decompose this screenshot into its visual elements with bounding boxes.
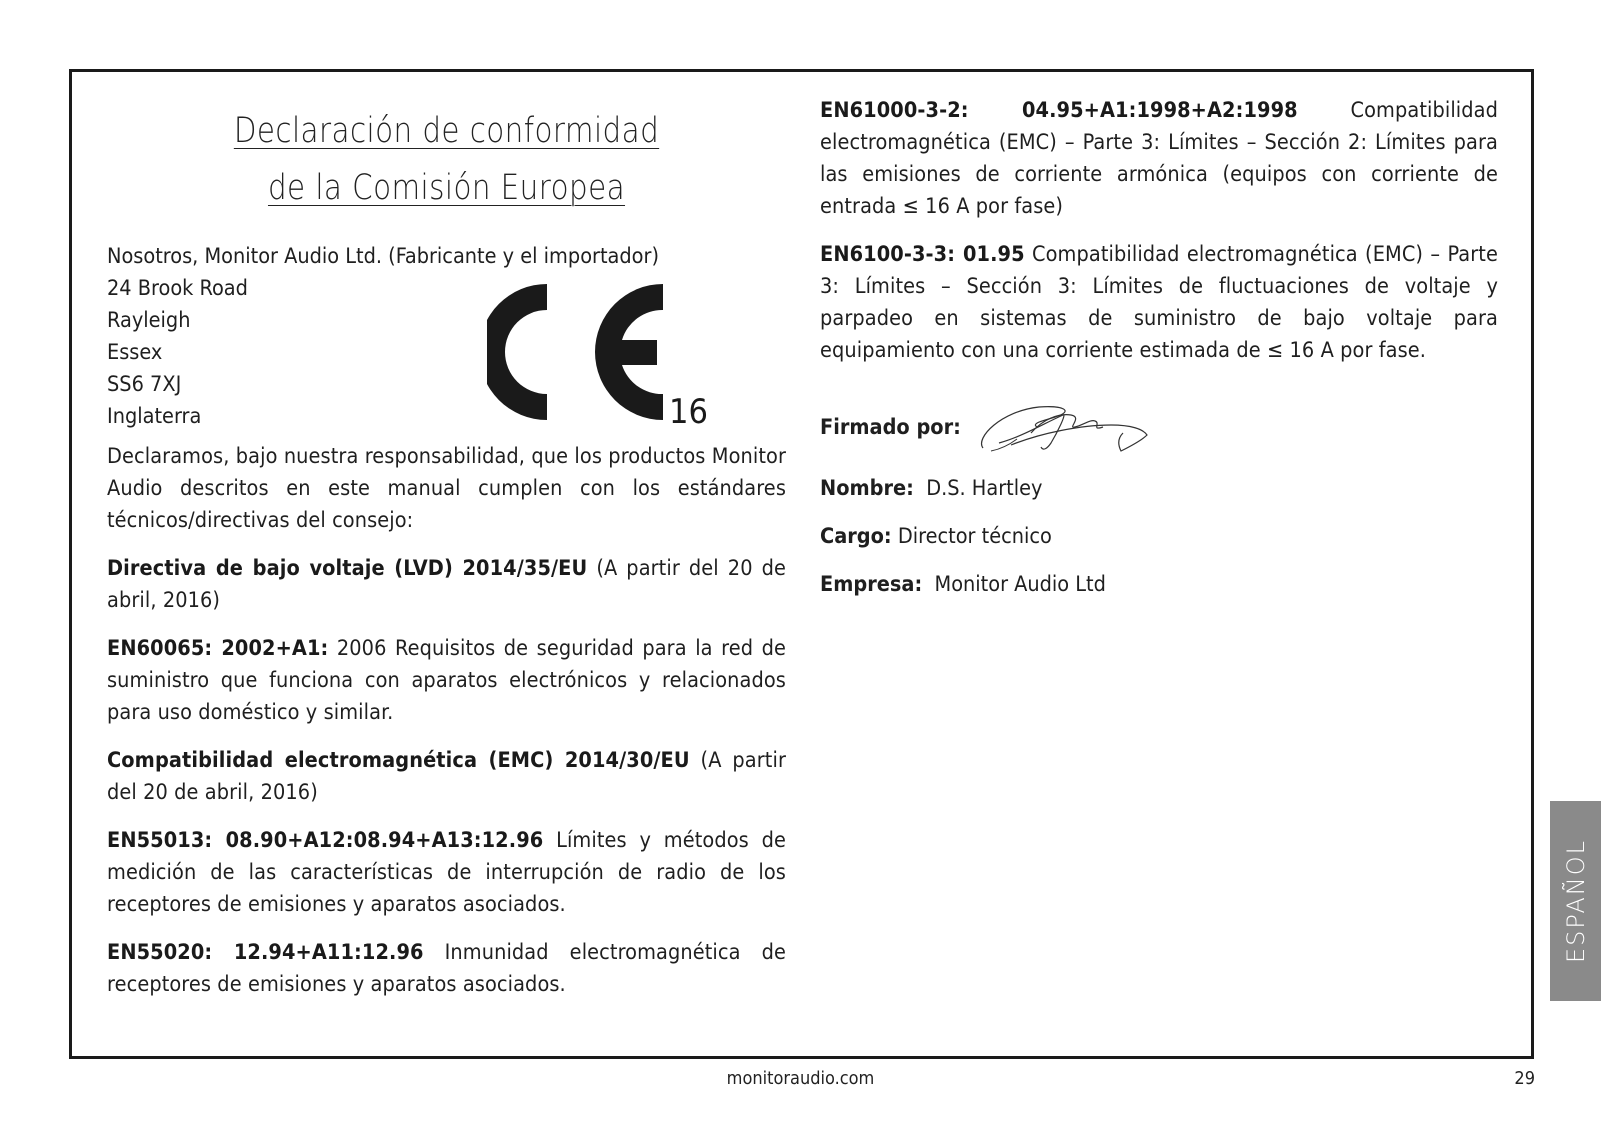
address-line: SS6 7XJ: [107, 372, 182, 397]
address-line: Essex: [107, 340, 163, 365]
standard-en60065: EN60065: 2002+A1: 2006 Requisitos de seguridad para la red de suministro que funciona con aparatos electrónicos y relacionados para uso doméstico y similar.: [107, 636, 787, 725]
standard-emc: Compatibilidad electromagnética (EMC) 2014/30/EU (A partir del 20 de abril, 2016): [107, 748, 786, 805]
signatory-role: Cargo: Director técnico: [820, 524, 1052, 549]
title-line-1: Declaración de conformidad: [233, 111, 660, 151]
standard-en61000-3-2: EN61000-3-2: 04.95+A1:1998+A2:1998 Compatibilidad electromagnética (EMC) – Parte 3: Límites – Sección 2: Límites para las emisiones de corriente armónica (equipos con corriente de entrada ≤ 16 A por fase): [820, 98, 1498, 219]
signed-by-label: Firmado por:: [820, 415, 961, 440]
address-line: Rayleigh: [107, 308, 191, 333]
ce-mark-icon: [487, 281, 747, 431]
manufacturer-address: [107, 241, 786, 441]
standard-en55013: EN55013: 08.90+A12:08.94+A13:12.96 Límites y métodos de medición de las características de interrupción de radio de los receptores de emisiones y aparatos asociados.: [107, 828, 786, 917]
standard-en55020: EN55020: 12.94+A11:12.96 Inmunidad electromagnética de receptores de emisiones y aparatos asociados.: [107, 940, 787, 997]
signature-row: [820, 383, 1498, 473]
right-column: [820, 95, 1498, 617]
declaration-text: Declaramos, bajo nuestra responsabilidad, que los productos Monitor Audio descritos en este manual cumplen con los estándares técnicos/directivas del consejo:: [107, 444, 786, 533]
page-number: 29: [1514, 1068, 1535, 1089]
standard-lvd: Directiva de bajo voltaje (LVD) 2014/35/EU (A partir del 20 de abril, 2016): [107, 556, 786, 613]
address-line: Nosotros, Monitor Audio Ltd. (Fabricante y el importador): [107, 244, 660, 269]
signature-icon: [971, 393, 1151, 463]
language-tab-label: ESPAÑOL: [1561, 839, 1590, 963]
ce-mark-number: 16: [669, 392, 708, 431]
address-line: Inglaterra: [107, 404, 202, 429]
language-tab: [1550, 801, 1601, 1001]
standard-en6100-3-3: EN6100-3-3: 01.95 Compatibilidad electromagnética (EMC) – Parte 3: Límites – Sección 3: Límites de fluctuaciones de voltaje y parpadeo en sistemas de suministro de bajo voltaje para equipamiento con una corriente estimada de ≤ 16 A por fase.: [820, 242, 1498, 363]
signatory-name: Nombre: D.S. Hartley: [820, 476, 1043, 501]
left-column: [107, 95, 786, 1017]
address-line: 24 Brook Road: [107, 276, 248, 301]
title-line-2: de la Comisión Europea: [267, 168, 626, 208]
signatory-company: Empresa: Monitor Audio Ltd: [820, 572, 1106, 597]
footer-url: monitoraudio.com: [726, 1068, 875, 1089]
page-title: [161, 95, 731, 217]
